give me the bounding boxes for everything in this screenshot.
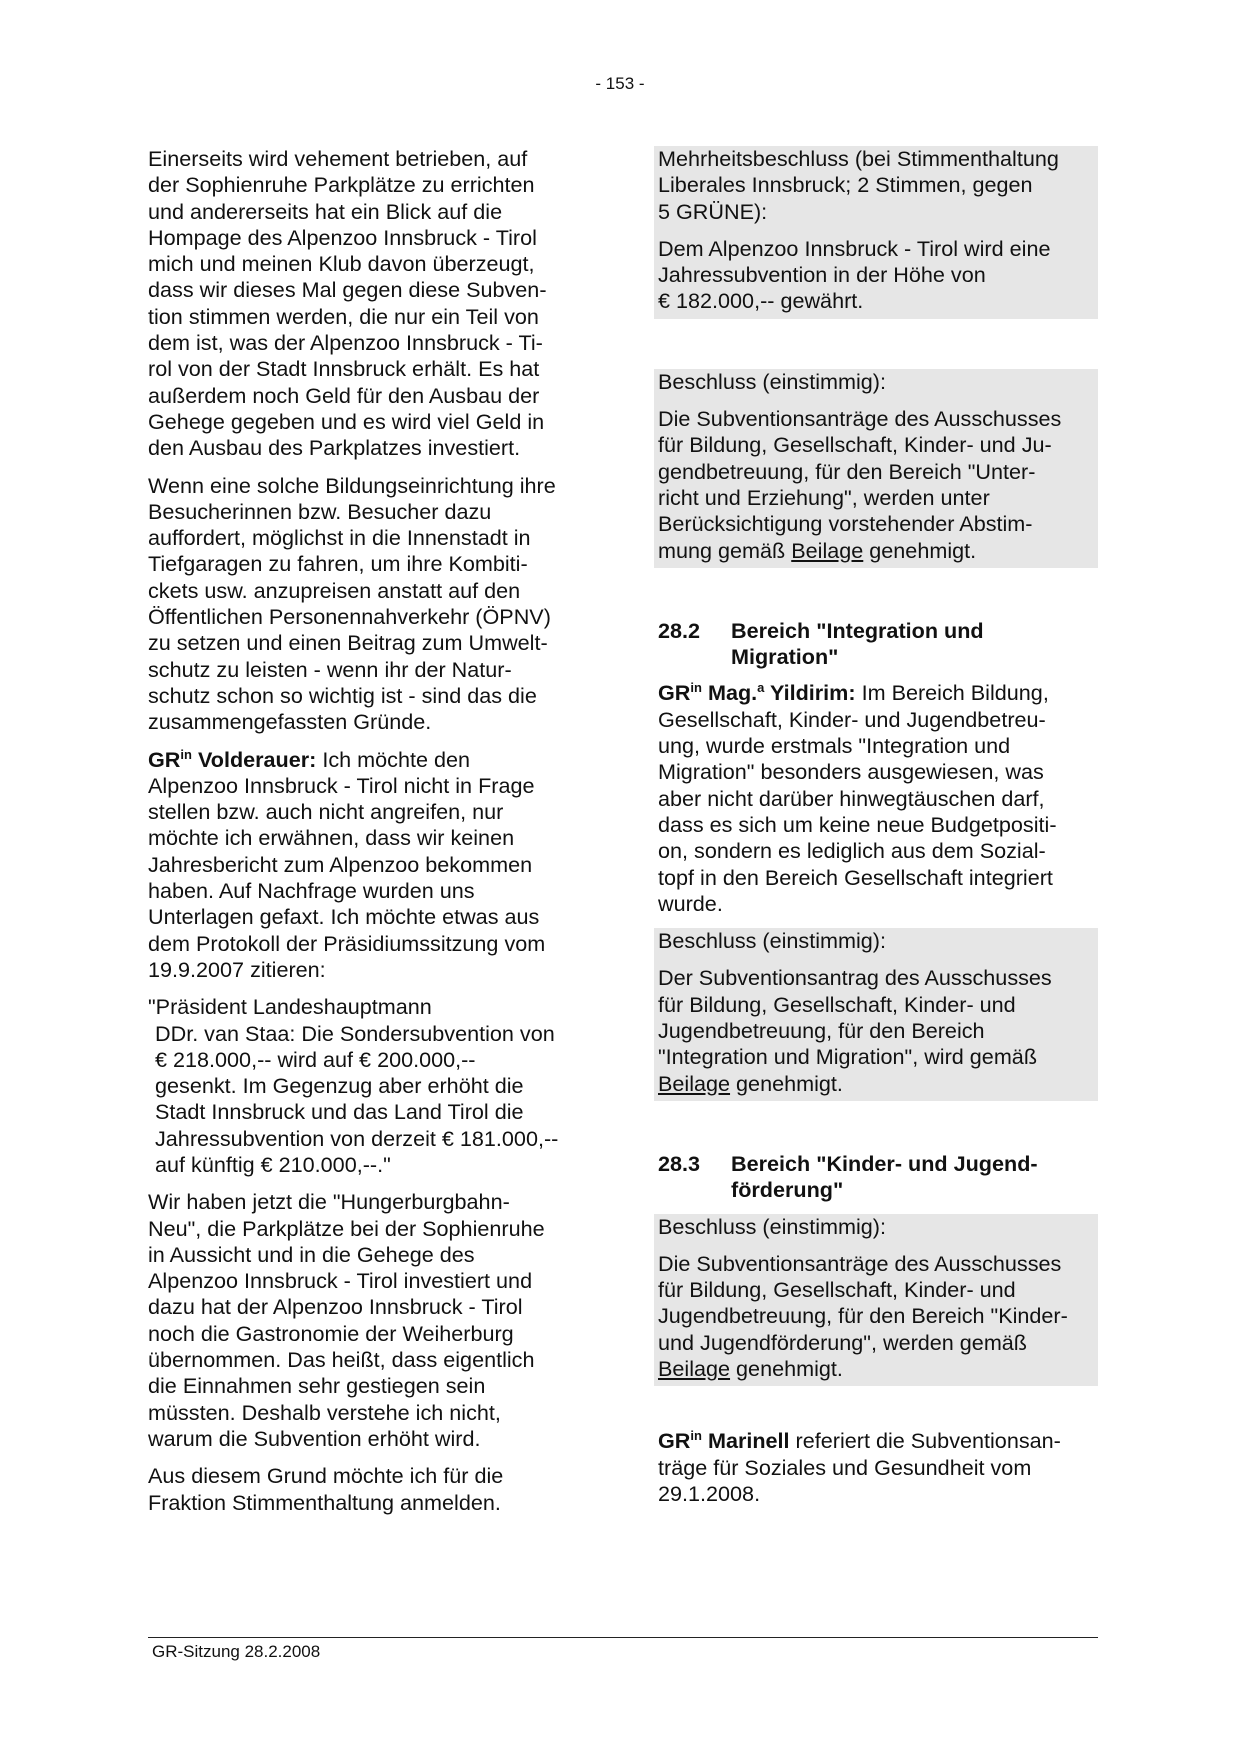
resolution-text: Dem Alpenzoo Innsbruck - Tirol wird eine Jahressubvention in der Höhe von € 182.000,-- gewährt. [658,235,1051,314]
speech-text: referiert die Subventionsan- träge für Soziales und Gesundheit vom 29.1.2008. [658,1428,1061,1506]
section-heading-28-3 [654,1151,1098,1204]
speaker-label: $GR^{in}$ Volderauer: [148,746,317,772]
section-title: Bereich "Integration und Migration" [731,617,984,670]
resolution-heading: Beschluss (einstimmig): [658,368,886,394]
resolution-heading: Beschluss (einstimmig): [658,928,886,954]
resolution-heading: Beschluss (einstimmig): [658,1213,886,1239]
paragraph: Wenn eine solche Bildungseinrichtung ihre Besucherinnen bzw. Besucher dazu auffordert, möglichst in die Innenstadt in Tiefgaragen zu fahren, um ihre Kombiti- ckets usw. anzupreisen anstatt auf den Öffentlichen Personennahverkehr (ÖPNV) zu setzen und einen Beitrag zum Umwelt- schutz zu leisten - wenn ihr der Natur- schutz schon so wichtig ist - sind das die zusammengefassten Gründe. [148,472,556,735]
resolution-box [654,146,1098,319]
resolution-text: Die Subventionsanträge des Ausschusses für Bildung, Gesellschaft, Kinder- und Jugendbetreuung, für den Bereich "Kinder- und Jugendförderung", werden gemäß Beilage genehmigt. [658,1250,1068,1381]
section-number: 28.3 [658,1150,701,1176]
speech-yildirim [654,680,1098,917]
resolution-text: Der Subventionsantrag des Ausschusses für Bildung, Gesellschaft, Kinder- und Jugendbetreuung, für den Bereich "Integration und Migration", wird gemäß Beilage genehmigt. [658,965,1052,1096]
section-number: 28.2 [658,617,701,643]
attachment-link[interactable]: Beilage [791,537,864,563]
speech-text: Ich möchte den Alpenzoo Innsbruck - Tirol nicht in Frage stellen bzw. auch nicht angreifen, nur möchte ich erwähnen, dass wir keinen Jahresbericht zum Alpenzoo bekommen haben. Auf Nachfrage wurden uns Unterlagen gefaxt. Ich möchte etwas aus dem Protokoll der Präsidiumssitzung vom 19.9.2007 zitieren: [148,746,546,982]
speech-volderauer [148,747,598,984]
resolution-box [654,1214,1098,1387]
resolution-text: Die Subventionsanträge des Ausschusses für Bildung, Gesellschaft, Kinder- und Ju- gendbetreuung, für den Bereich "Unter- richt und Erziehung", werden unter Berücksichtigung vorstehender Abstim- mung gemäß Beilage genehmigt. [658,406,1062,563]
section-heading-28-2 [654,618,1098,671]
section-title: Bereich "Kinder- und Jugend- förderung" [731,1150,1038,1203]
paragraph: Einerseits wird vehement betrieben, auf der Sophienruhe Parkplätze zu errichten und andererseits hat ein Blick auf die Hompage des Alpenzoo Innsbruck - Tirol mich und meinen Klub davon überzeugt, dass wir dieses Mal gegen diese Subven- tion stimmen werden, die nur ein Teil von dem ist, was der Alpenzoo Innsbruck - Ti- rol von der Stadt Innsbruck erhält. Es hat außerdem noch Geld für den Ausbau der Gehege gegeben und es wird viel Geld in den Ausbau des Parkplatzes investiert. [148,146,547,461]
attachment-link[interactable]: Beilage [658,1070,731,1096]
footer-text: GR-Sitzung 28.2.2008 [152,1642,321,1661]
speaker-label: $GR^{in}$ Marinell [658,1428,790,1454]
paragraph: Aus diesem Grund möchte ich für die Fraktion Stimmenthaltung anmelden. [148,1463,504,1515]
right-column [654,146,1098,1518]
attachment-link[interactable]: Beilage [658,1355,731,1381]
page-number: - 153 - [595,74,645,93]
speech-text: Im Bereich Bildung, Gesellschaft, Kinder- und Jugendbetreu- ung, wurde erstmals "Integration und Migration" besonders ausgewiesen, was aber nicht darüber hinwegtäuschen darf, dass es sich um keine neue Budgetpositi- on, sondern es lediglich aus dem Sozial- topf in den Bereich Gesellschaft integriert wurde. [658,680,1057,916]
speaker-label: $GR^{in}$ Mag.$^a$ Yildirim: [658,680,856,706]
resolution-heading: Mehrheitsbeschluss (bei Stimmenthaltung Liberales Innsbruck; 2 Stimmen, gegen 5 GRÜNE): [658,146,1059,224]
paragraph: Wir haben jetzt die "Hungerburgbahn- Neu", die Parkplätze bei der Sophienruhe in Aussicht und in die Gehege des Alpenzoo Innsbruck - Tirol investiert und dazu hat der Alpenzoo Innsbruck - Tirol noch die Gastronomie der Weiherburg übernommen. Das heißt, dass eigentlich die Einnahmen sehr gestiegen sein müssten. Deshalb verstehe ich nicht, warum die Subvention erhöht wird. [148,1189,545,1451]
resolution-box [654,928,1098,1101]
quotation: "Präsident Landeshauptmann DDr. van Staa: Die Sondersubvention von € 218.000,-- wird auf € 200.000,-- gesenkt. Im Gegenzug aber erhöht die Stadt Innsbruck und das Land Tirol die Jahressubvention von derzeit € 181.000,-- auf künftig € 210.000,--." [148,994,559,1177]
footer-divider [148,1637,1098,1638]
speech-marinell [654,1428,1098,1507]
left-column [148,146,598,1527]
resolution-box [654,369,1098,568]
